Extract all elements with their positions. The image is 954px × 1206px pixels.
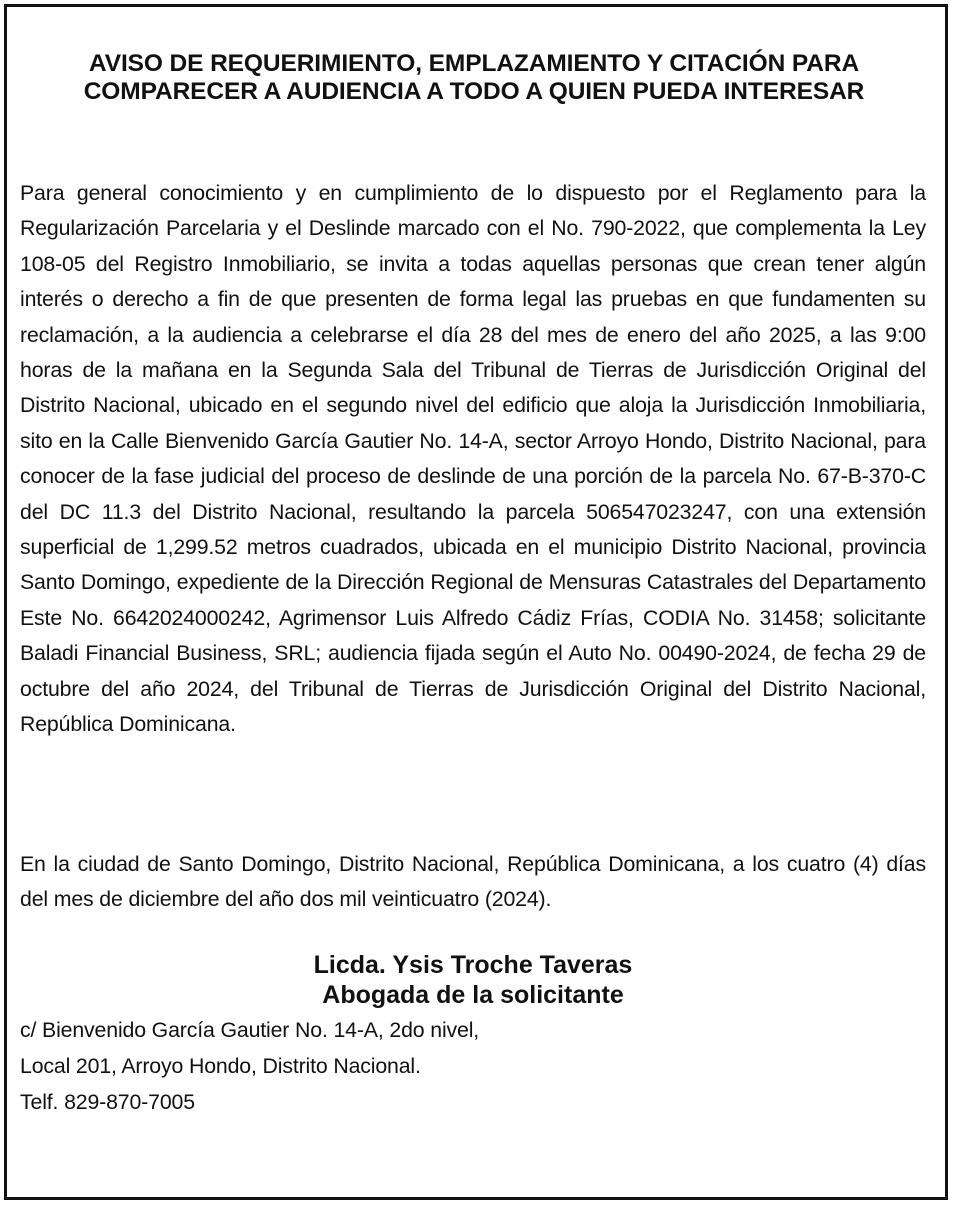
address-line-2: Local 201, Arroyo Hondo, Distrito Nacional.: [20, 1054, 421, 1078]
address-line-1: c/ Bienvenido García Gautier No. 14-A, 2do nivel,: [20, 1018, 480, 1042]
notice-body-paragraph: Para general conocimiento y en cumplimiento de lo dispuesto por el Reglamento para la Regularización Parcelaria y el Deslinde marcado con el No. 790-2022, que complementa la Ley 108-05 del Registro Inmobiliario, se invita a todas aquellas personas que crean tener algún interés o derecho a fin de que presenten de forma legal las pruebas en que fundamenten su reclamación, a la audiencia a celebrarse el día 28 del mes de enero del año 2025, a las 9:00 horas de la mañana en la Segunda Sala del Tribunal de Tierras de Jurisdicción Original del Distrito Nacional, ubicado en el segundo nivel del edificio que aloja la Jurisdicción Inmobiliaria, sito en la Calle Bienvenido García Gautier No. 14-A, sector Arroyo Hondo, Distrito Nacional, para conocer de la fase judicial del proceso de deslinde de una porción de la parcela No. 67-B-370-C del DC 11.3 del Distrito Nacional, resultando la parcela 506547023247, con una extensión superficial de 1,299.52 metros cuadrados, ubicada en el municipio Distrito Nacional, provincia Santo Domingo, expediente de la Dirección Regional de Mensuras Catastrales del Departamento Este No. 6642024000242, Agrimensor Luis Alfredo Cádiz Frías, CODIA No. 31458; solicitante Baladi Financial Business, SRL; audiencia fijada según el Auto No. 00490-2024, de fecha 29 de octubre del año 2024, del Tribunal de Tierras de Jurisdicción Original del Distrito Nacional, República Dominicana.: [20, 181, 926, 737]
signatory-name: Licda. Ysis Troche Taveras: [313, 951, 633, 979]
notice-title: AVISO DE REQUERIMIENTO, EMPLAZAMIENTO Y CITACIÓN PARA COMPARECER A AUDIENCIA A TODO A QUIEN PUEDA INTERESAR: [83, 50, 865, 105]
notice-date-paragraph: En la ciudad de Santo Domingo, Distrito Nacional, República Dominicana, a los cuatro (4) días del mes de diciembre del año dos mil veinticuatro (2024).: [20, 852, 926, 912]
signatory-role: Abogada de la solicitante: [322, 981, 624, 1009]
phone-number: Telf. 829-870-7005: [20, 1090, 195, 1114]
